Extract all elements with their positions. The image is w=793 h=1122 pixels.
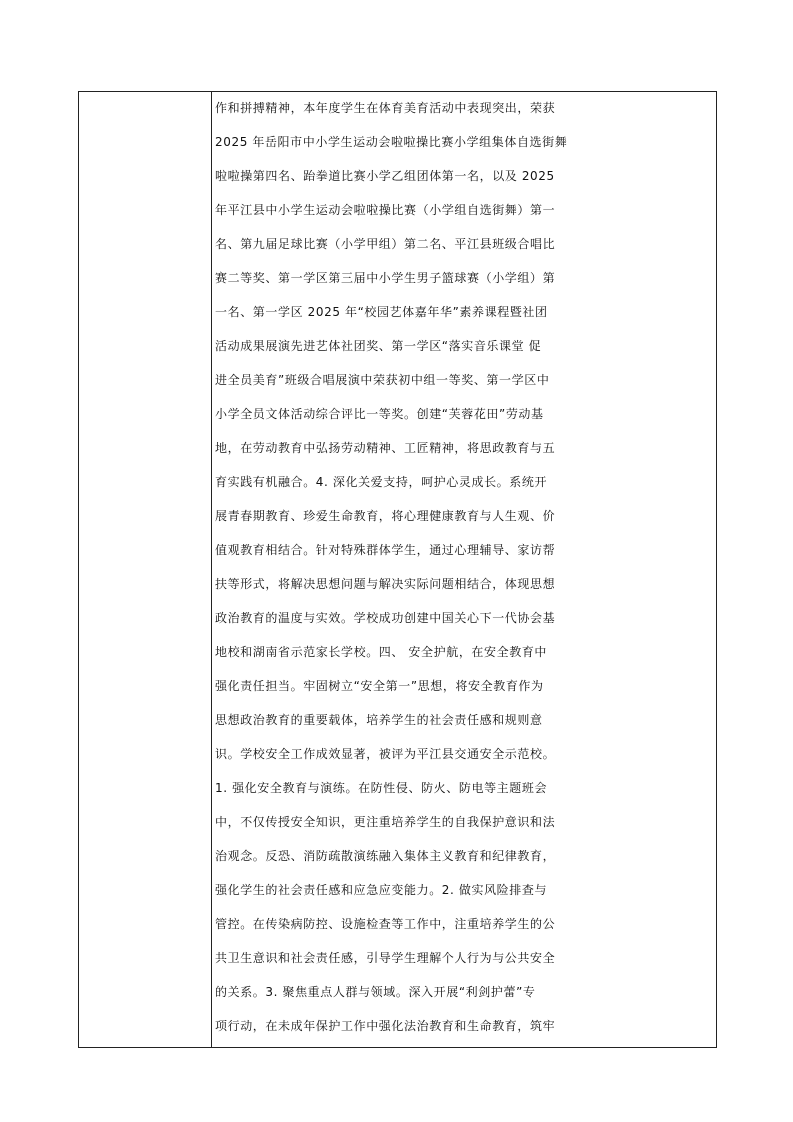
- text-line: 的关系。3. 聚焦重点人群与领域。深入开展“利剑护蕾”专: [215, 985, 536, 999]
- text-line: 1. 强化安全教育与演练。在防性侵、防火、防电等主题班会: [215, 781, 548, 795]
- text-line: 一名、第一学区 2025 年“校园艺体嘉年华”素养课程暨社团: [215, 305, 548, 319]
- text-line: 地校和湖南省示范家长学校。四、 安全护航，在安全教育中: [215, 645, 548, 659]
- text-line: 名、第九届足球比赛（小学甲组）第二名、平江县班级合唱比: [215, 237, 556, 251]
- text-line: 项行动，在未成年保护工作中强化法治教育和生命教育，筑牢: [215, 1019, 556, 1033]
- column-divider: [211, 91, 212, 1048]
- text-line: 管控。在传染病防控、设施检查等工作中，注重培养学生的公: [215, 917, 556, 931]
- text-line: 活动成果展演先进艺体社团奖、第一学区“落实音乐课堂 促: [215, 339, 542, 353]
- text-line: 思想政治教育的重要载体，培养学生的社会责任感和规则意: [215, 713, 543, 727]
- text-line: 中，不仅传授安全知识，更注重培养学生的自我保护意识和法: [215, 815, 556, 829]
- text-line: 进全员美育”班级合唱展演中荣获初中组一等奖、第一学区中: [215, 373, 550, 387]
- text-line: 年平江县中小学生运动会啦啦操比赛（小学组自选街舞）第一: [215, 203, 556, 217]
- text-line: 啦啦操第四名、跆拳道比赛小学乙组团体第一名，以及 2025: [215, 169, 555, 183]
- text-line: 2025 年岳阳市中小学生运动会啦啦操比赛小学组集体自选街舞: [215, 135, 568, 149]
- text-line: 展青春期教育、珍爱生命教育，将心理健康教育与人生观、价: [215, 509, 556, 523]
- text-line: 育实践有机融合。4. 深化关爱支持，呵护心灵成长。系统开: [215, 475, 548, 489]
- text-line: 扶等形式，将解决思想问题与解决实际问题相结合，体现思想: [215, 577, 556, 591]
- text-line: 赛二等奖、第一学区第三届中小学生男子篮球赛（小学组）第: [215, 271, 556, 285]
- text-line: 强化学生的社会责任感和应急应变能力。2. 做实风险排查与: [215, 883, 548, 897]
- text-line: 强化责任担当。牢固树立“安全第一”思想，将安全教育作为: [215, 679, 544, 693]
- label-cell: [79, 92, 210, 1047]
- text-line: 识。学校安全工作成效显著，被评为平江县交通安全示范校。: [215, 747, 556, 761]
- text-line: 共卫生意识和社会责任感，引导学生理解个人行为与公共安全: [215, 951, 556, 965]
- text-line: 治观念。反恐、消防疏散演练融入集体主义教育和纪律教育，: [215, 849, 556, 863]
- text-line: 政治教育的温度与实效。学校成功创建中国关心下一代协会基: [215, 611, 556, 625]
- text-line: 值观教育相结合。针对特殊群体学生，通过心理辅导、家访帮: [215, 543, 556, 557]
- text-line: 地，在劳动教育中弘扬劳动精神、工匠精神，将思政教育与五: [215, 441, 556, 455]
- content-cell: [213, 91, 715, 1047]
- text-line: 作和拼搏精神，本年度学生在体育美育活动中表现突出，荣获: [215, 101, 556, 115]
- text-line: 小学全员文体活动综合评比一等奖。创建“芙蓉花田”劳动基: [215, 407, 544, 421]
